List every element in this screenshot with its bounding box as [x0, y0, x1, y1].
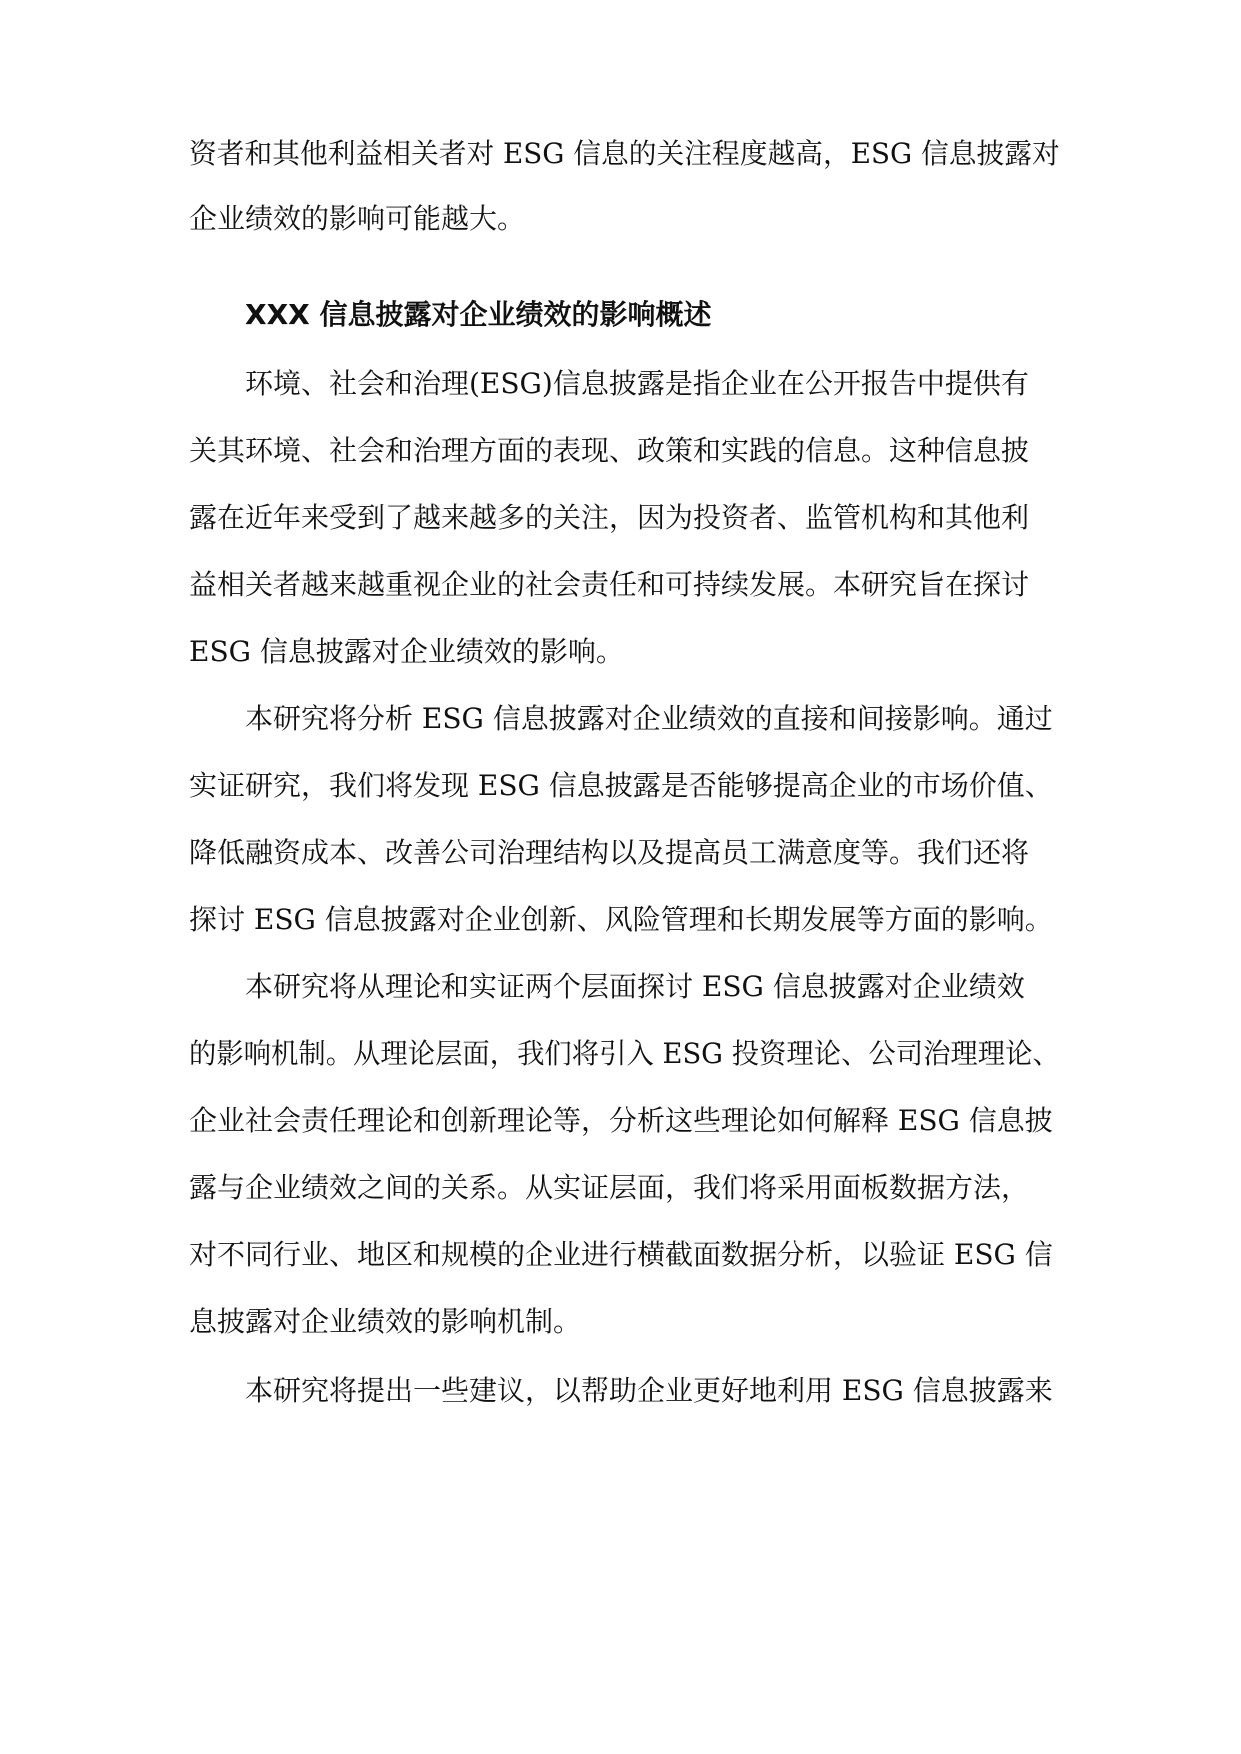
paragraph-line: 本研究将从理论和实证两个层面探讨 ESG 信息披露对企业绩效: [245, 970, 1025, 1003]
paragraph-line: ESG 信息披露对企业绩效的影响。: [189, 635, 624, 668]
paragraph-line: 实证研究，我们将发现 ESG 信息披露是否能够提高企业的市场价值、: [189, 769, 1053, 802]
paragraph-line: 本研究将分析 ESG 信息披露对企业绩效的直接和间接影响。通过: [245, 702, 1053, 735]
paragraph-line: 资者和其他利益相关者对 ESG 信息的关注程度越高，ESG 信息披露对: [189, 137, 1060, 170]
paragraph-line: 企业绩效的影响可能越大。: [189, 202, 526, 235]
paragraph-line: 对不同行业、地区和规模的企业进行横截面数据分析，以验证 ESG 信: [189, 1238, 1053, 1271]
paragraph-line: 探讨 ESG 信息披露对企业创新、风险管理和长期发展等方面的影响。: [189, 903, 1053, 936]
paragraph-line: 息披露对企业绩效的影响机制。: [189, 1305, 582, 1338]
paragraph-line: 环境、社会和治理(ESG)信息披露是指企业在公开报告中提供有: [245, 367, 1029, 400]
paragraph-line: 露与企业绩效之间的关系。从实证层面，我们将采用面板数据方法，: [189, 1171, 1030, 1204]
paragraph-line: 关其环境、社会和治理方面的表现、政策和实践的信息。这种信息披: [189, 434, 1030, 467]
paragraph-line: 的影响机制。从理论层面，我们将引入 ESG 投资理论、公司治理理论、: [189, 1037, 1060, 1070]
paragraph-line: 企业社会责任理论和创新理论等，分析这些理论如何解释 ESG 信息披: [189, 1104, 1053, 1137]
paragraph-line: 益相关者越来越重视企业的社会责任和可持续发展。本研究旨在探讨: [189, 568, 1030, 601]
paragraph-line: 本研究将提出一些建议，以帮助企业更好地利用 ESG 信息披露来: [245, 1374, 1053, 1407]
paragraph-line: 降低融资成本、改善公司治理结构以及提高员工满意度等。我们还将: [189, 836, 1030, 869]
paragraph-line: 露在近年来受到了越来越多的关注，因为投资者、监管机构和其他利: [189, 501, 1030, 534]
section-heading: XXX 信息披露对企业绩效的影响概述: [245, 298, 712, 331]
